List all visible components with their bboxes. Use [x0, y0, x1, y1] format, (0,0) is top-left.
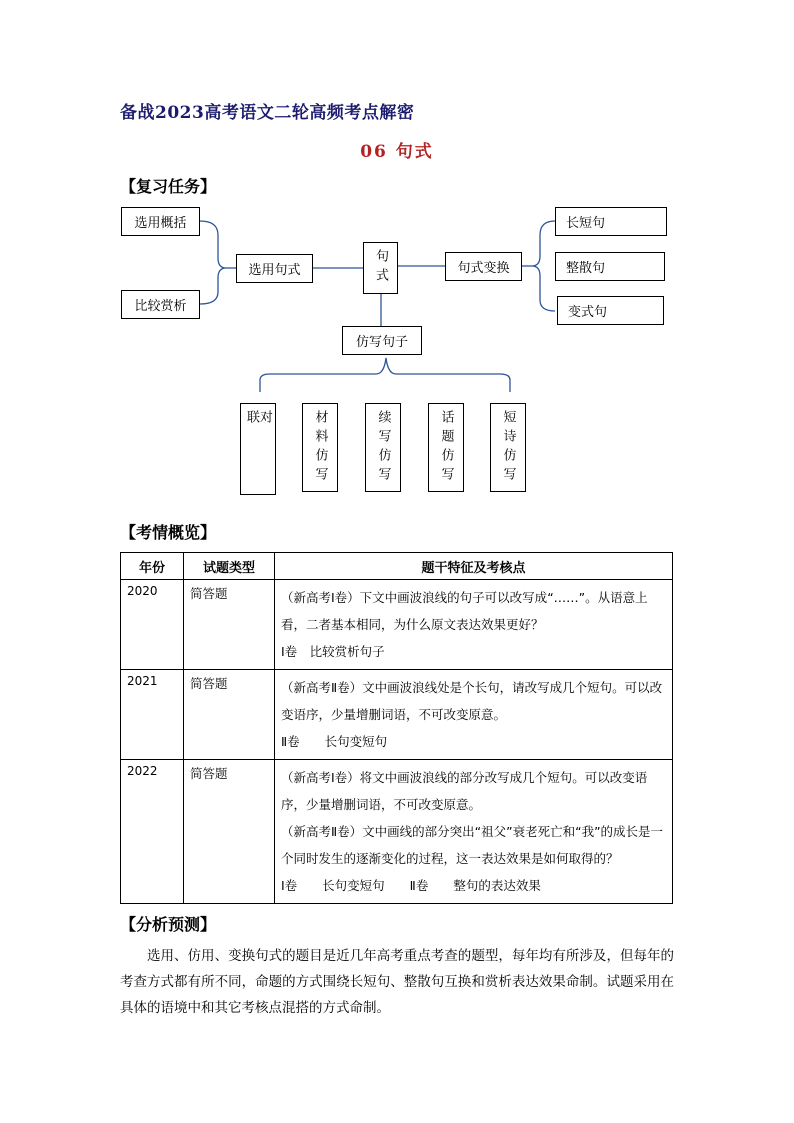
- description-line: （新高考Ⅰ卷）将文中画波浪线的部分改写成几个短句。可以改变语序，少量增删词语，不可改变原意。: [281, 770, 648, 812]
- table-row: [121, 760, 673, 904]
- cell-description: [275, 670, 673, 760]
- leaf-continue-imitate: [365, 403, 401, 492]
- document-title: 备战2023高考语文二轮高频考点解密: [120, 103, 415, 123]
- cell-description: [275, 580, 673, 670]
- leaf-whole-scattered: 整散句: [555, 252, 665, 281]
- leaf-material-imitate: [302, 403, 338, 492]
- branch-imitate-sentence: 仿写句子: [342, 326, 422, 355]
- table-row: [121, 670, 673, 760]
- review-heading: 【复习任务】: [120, 177, 217, 196]
- description-line: Ⅰ卷 比较赏析句子: [281, 644, 385, 659]
- description-line: （新高考Ⅱ卷）文中画线的部分突出“祖父”衰老死亡和“我”的成长是一个同时发生的逐渐变化的过程，这一表达效果是如何取得的？: [281, 824, 664, 866]
- leaf-topic-imitate: [428, 403, 464, 492]
- description-line: （新高考Ⅰ卷）下文中画波浪线的句子可以改写成“……”。从语意上看，二者基本相同，为什么原文表达效果更好？: [281, 590, 648, 632]
- branch-select-sentence: 选用句式: [236, 254, 313, 283]
- leaf-variant: 变式句: [557, 296, 664, 325]
- leaf-select-summary: 选用概括: [121, 207, 200, 236]
- table-row: [121, 580, 673, 670]
- section-subtitle: 06 句式: [360, 142, 434, 162]
- description-line: Ⅰ卷 长句变短句 Ⅱ卷 整句的表达效果: [281, 878, 541, 893]
- leaf-couplet-label: 对联: [244, 410, 272, 463]
- header-type: 试题类型: [184, 553, 275, 580]
- leaf-topic-imitate-label: 话题仿写: [438, 410, 454, 486]
- analysis-paragraph: 选用、仿用、变换句式的题目是近几年高考重点考查的题型，每年均有所涉及，但每年的考查方式都有所不同，命题的方式围绕长短句、整散句互换和赏析表达效果命制。试题采用在具体的语境中和其它考核点混搭的方式命制。: [120, 948, 674, 1016]
- leaf-poem-imitate: [490, 403, 526, 492]
- leaf-long-short: 长短句: [555, 207, 667, 236]
- branch-transform-sentence: 句式变换: [445, 252, 522, 281]
- leaf-compare-appreciate: 比较赏析: [121, 290, 200, 319]
- leaf-couplet: [240, 403, 276, 495]
- cell-year: 2020: [121, 580, 184, 670]
- leaf-material-imitate-label: 材料仿写: [312, 410, 328, 486]
- overview-heading: 【考情概览】: [120, 523, 217, 542]
- cell-year: 2022: [121, 760, 184, 904]
- cell-description: [275, 760, 673, 904]
- leaf-poem-imitate-label: 短诗仿写: [500, 410, 516, 486]
- table-header-row: [121, 553, 673, 580]
- header-features: 题干特征及考核点: [275, 553, 673, 580]
- exam-overview-table: [120, 552, 673, 904]
- description-line: （新高考Ⅱ卷）文中画波浪线处是个长句，请改写成几个短句。可以改变语序，少量增删词语，不可改变原意。: [281, 680, 663, 722]
- cell-type: 简答题: [184, 760, 275, 904]
- leaf-continue-imitate-label: 续写仿写: [375, 410, 391, 486]
- header-year: 年份: [121, 553, 184, 580]
- center-node: [363, 242, 398, 294]
- description-line: Ⅱ卷 长句变短句: [281, 734, 388, 749]
- center-node-label: 句式: [373, 249, 388, 287]
- cell-type: 简答题: [184, 580, 275, 670]
- cell-year: 2021: [121, 670, 184, 760]
- analysis-heading: 【分析预测】: [120, 915, 217, 934]
- cell-type: 简答题: [184, 670, 275, 760]
